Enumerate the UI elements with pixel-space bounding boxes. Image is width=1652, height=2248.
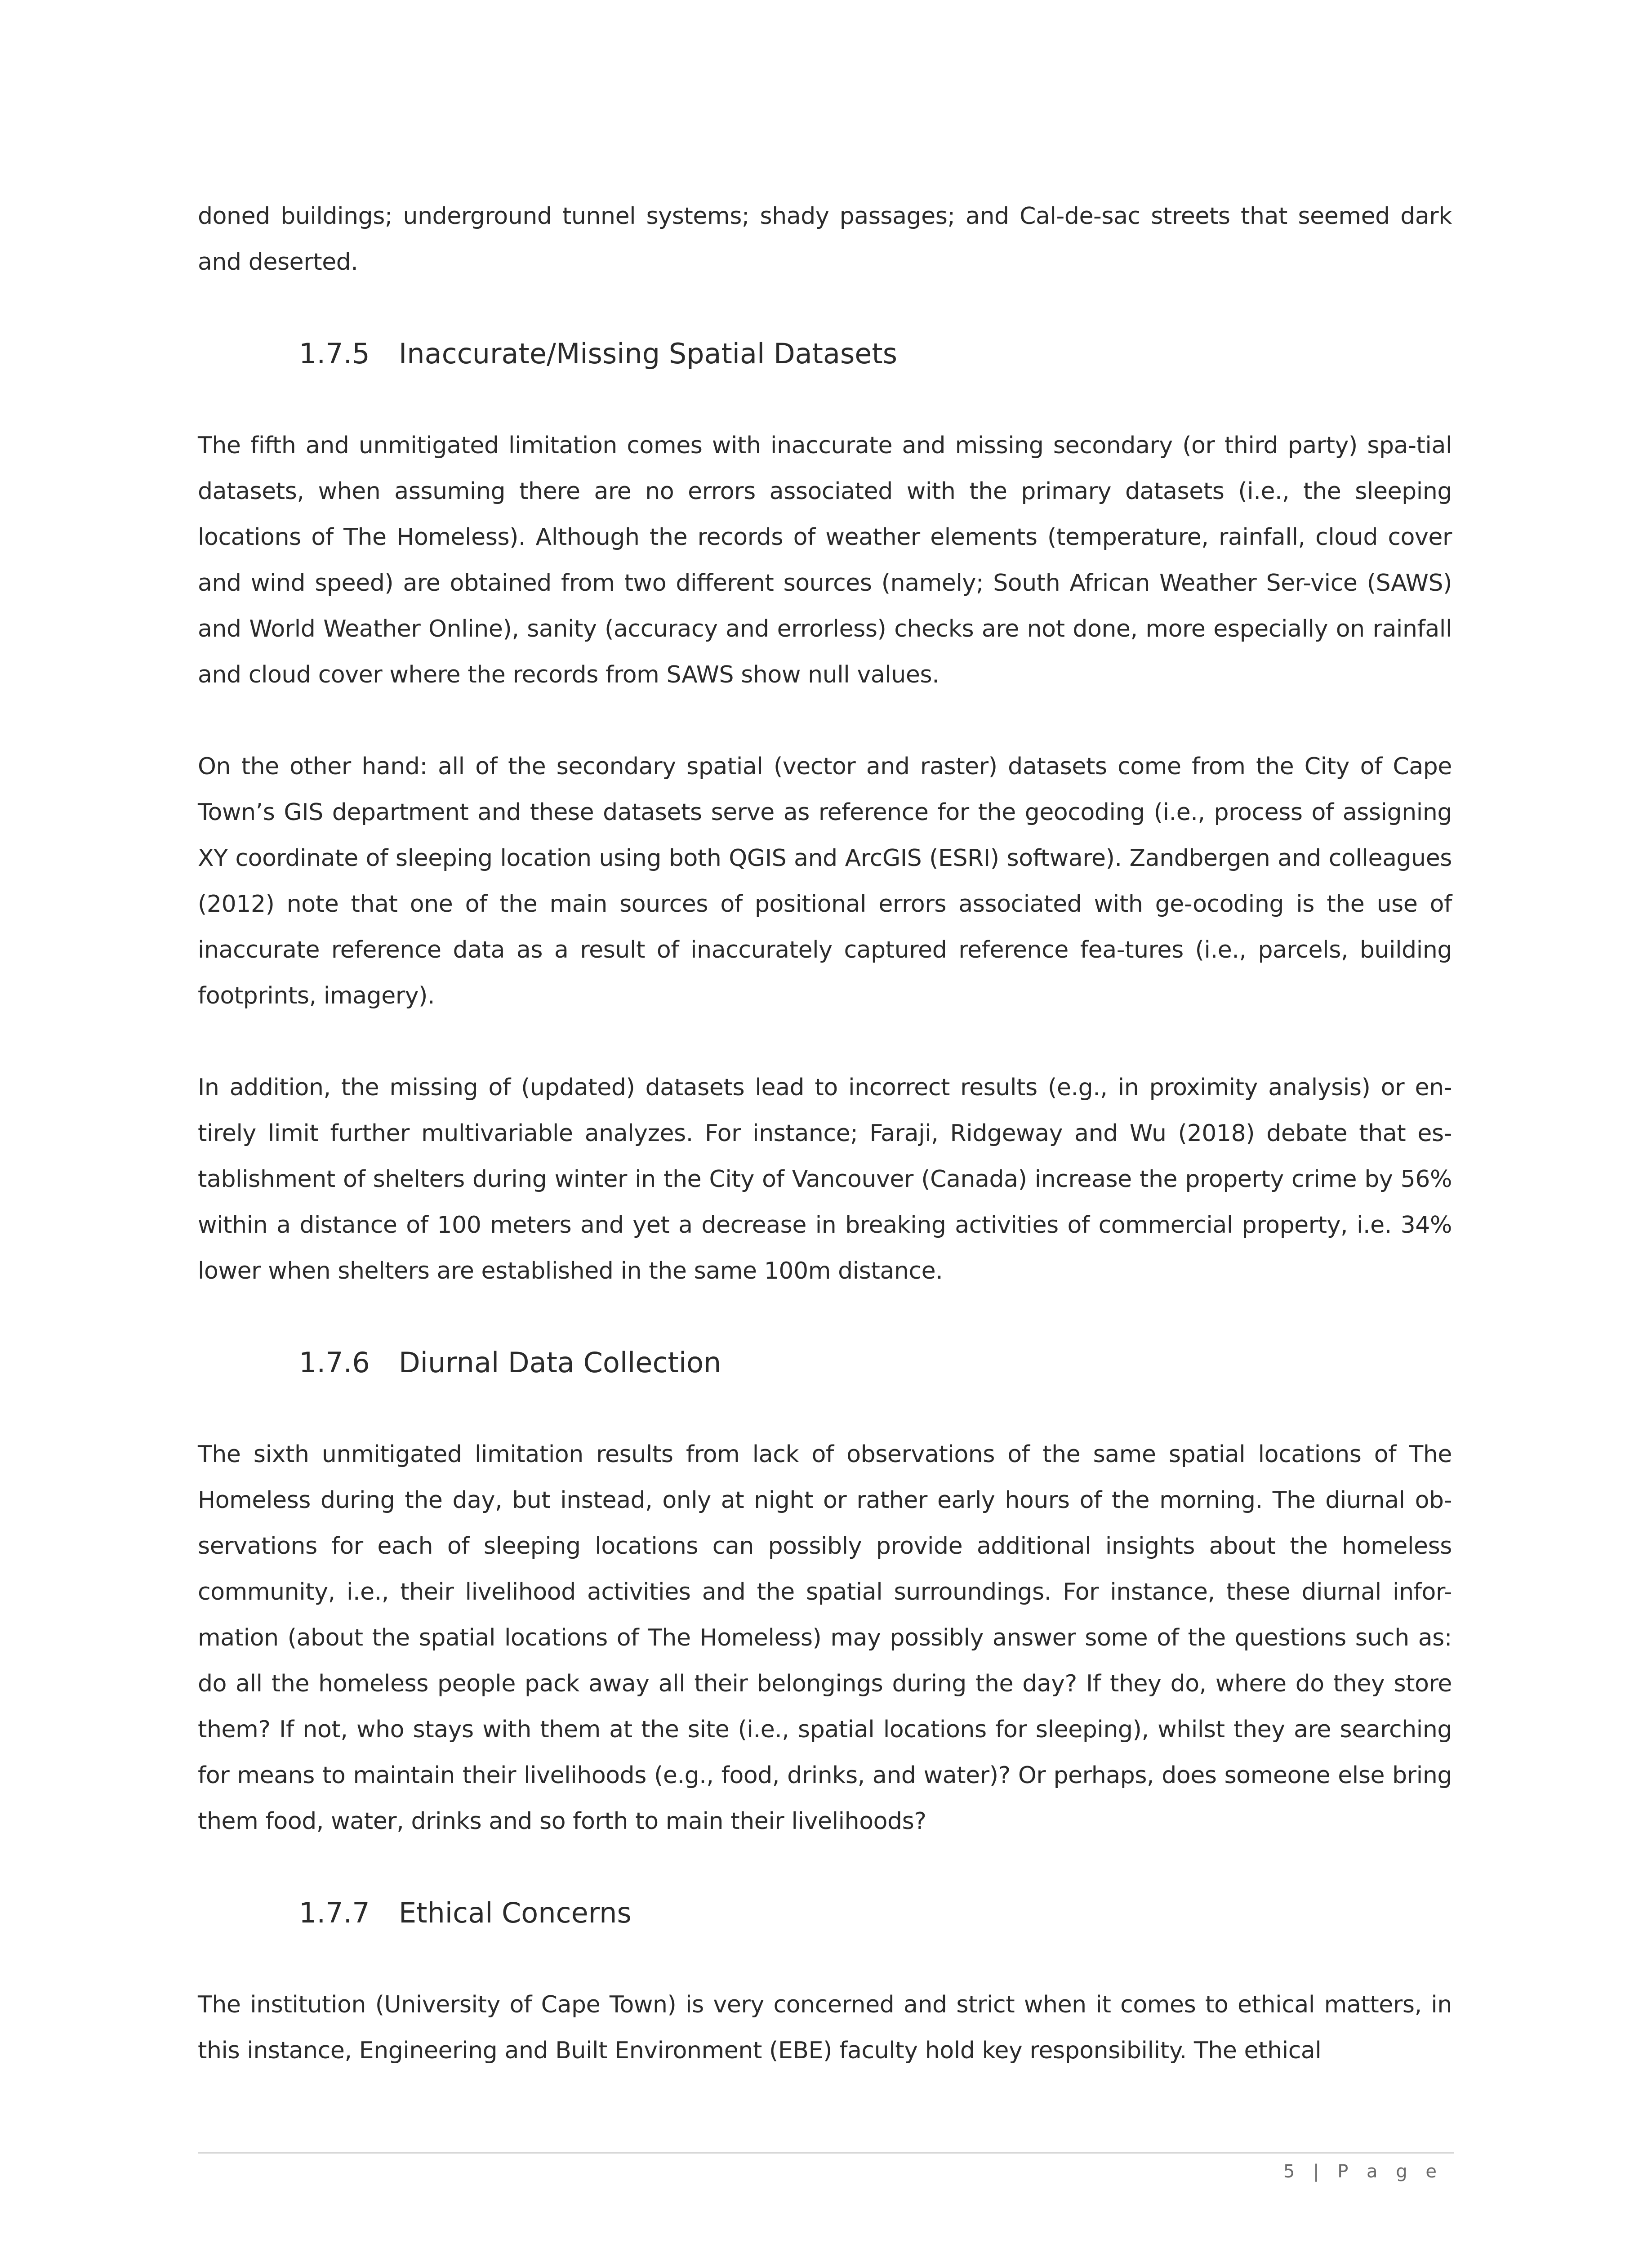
footer-divider <box>198 2152 1454 2154</box>
paragraph-1-7-5-c: In addition, the missing of (updated) datasets lead to incorrect results (e.g., in proximity analysis) or en-tirely limit further multivariable analyzes. For instance; Faraji, Ridgeway and Wu (2018) debate that es-tablishment of shelters during winter in the City of Vancouver (Canada) increase the property crime by 56% within a distance of 100 meters and yet a decrease in breaking activities of commercial property, i.e. 34% lower when shelters are established in the same 100m distance. <box>198 1074 1452 1285</box>
paragraph-1-7-7-a: The institution (University of Cape Town) is very concerned and strict when it comes to ethical matters, in this instance, Engineering and Built Environment (EBE) faculty hold key responsibility. The ethical <box>198 1991 1452 2064</box>
page-body <box>198 193 1452 2074</box>
page-number: 5 | P a g e <box>1283 2161 1443 2182</box>
section-heading-1-7-5 <box>198 331 1452 377</box>
section-number: 1.7.5 <box>299 337 370 370</box>
paragraph-1-7-5-b: On the other hand: all of the secondary spatial (vector and raster) datasets come from the City of Cape Town’s GIS department and these datasets serve as reference for the geocoding (i.e., process of assigning XY coordinate of sleeping location using both QGIS and ArcGIS (ESRI) software). Zandbergen and colleagues (2012) note that one of the main sources of positional errors associated with ge-ocoding is the use of inaccurate reference data as a result of inaccurately captured reference fea-tures (i.e., parcels, building footprints, imagery). <box>198 753 1452 1009</box>
section-title: Ethical Concerns <box>399 1896 632 1929</box>
section-title: Diurnal Data Collection <box>399 1346 721 1379</box>
section-heading-1-7-6 <box>198 1340 1452 1386</box>
section-title: Inaccurate/Missing Spatial Datasets <box>399 337 898 370</box>
paragraph-intro: doned buildings; underground tunnel systems; shady passages; and Cal-de-sac streets that seemed dark and deserted. <box>198 203 1452 276</box>
section-number: 1.7.7 <box>299 1896 370 1929</box>
paragraph-1-7-6-a: The sixth unmitigated limitation results from lack of observations of the same spatial locations of The Homeless during the day, but instead, only at night or rather early hours of the morning. The diurnal ob-servations for each of sleeping locations can possibly provide additional insights about the homeless community, i.e., their livelihood activities and the spatial surroundings. For instance, these diurnal infor-mation (about the spatial locations of The Homeless) may possibly answer some of the questions such as: do all the homeless people pack away all their belongings during the day? If they do, where do they store them? If not, who stays with them at the site (i.e., spatial locations for sleeping), whilst they are searching for means to maintain their livelihoods (e.g., food, drinks, and water)? Or perhaps, does someone else bring them food, water, drinks and so forth to main their livelihoods? <box>198 1441 1452 1835</box>
section-heading-1-7-7 <box>198 1890 1452 1936</box>
paragraph-1-7-5-a: The fifth and unmitigated limitation comes with inaccurate and missing secondary (or third party) spa-tial datasets, when assuming there are no errors associated with the primary datasets (i.e., the sleeping locations of The Homeless). Although the records of weather elements (temperature, rainfall, cloud cover and wind speed) are obtained from two different sources (namely; South African Weather Ser-vice (SAWS) and World Weather Online), sanity (accuracy and errorless) checks are not done, more especially on rainfall and cloud cover where the records from SAWS show null values. <box>198 432 1452 688</box>
section-number: 1.7.6 <box>299 1346 370 1379</box>
